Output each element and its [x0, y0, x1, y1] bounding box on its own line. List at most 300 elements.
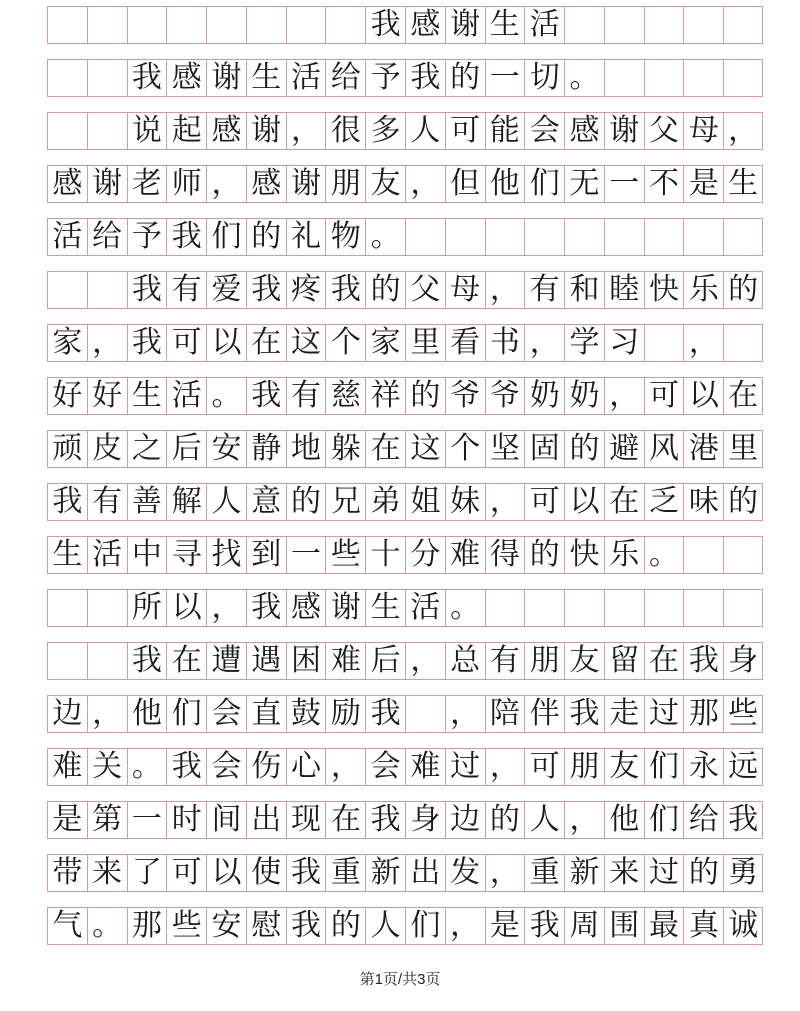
grid-cell: 静: [246, 431, 286, 467]
grid-cell: 固: [524, 431, 564, 467]
grid-cell: 的: [246, 219, 286, 255]
grid-cell: [644, 7, 684, 43]
grid-cell: 疼: [286, 272, 326, 308]
grid-cell: [87, 643, 127, 679]
grid-cell: 弟: [365, 484, 405, 520]
grid-cell: 谢: [87, 166, 127, 202]
grid-cell: [644, 590, 684, 626]
grid-cell: 的: [485, 802, 525, 838]
grid-cell: [47, 272, 87, 308]
grid-cell: 我: [325, 272, 365, 308]
grid-cell: [683, 7, 723, 43]
grid-cell: 我: [365, 696, 405, 732]
grid-cell: 活: [87, 537, 127, 573]
grid-cell: [445, 219, 485, 255]
grid-cell: 看: [445, 325, 485, 361]
grid-cell: 们: [524, 166, 564, 202]
grid-cell: 在: [166, 643, 206, 679]
grid-cell: 能: [485, 113, 525, 149]
grid-cell: 有: [87, 484, 127, 520]
grid-cell: [564, 7, 604, 43]
grid-cell: 祥: [365, 378, 405, 414]
grid-cell: [246, 7, 286, 43]
grid-cell: 他: [127, 696, 167, 732]
grid-row: [47, 854, 763, 892]
grid-cell: 生: [485, 7, 525, 43]
grid-cell: 避: [604, 431, 644, 467]
grid-cell: 的: [524, 537, 564, 573]
grid-cell: [644, 60, 684, 96]
grid-cell: 最: [644, 908, 684, 944]
grid-cell: 兄: [325, 484, 365, 520]
grid-cell: 给: [683, 802, 723, 838]
grid-row: [47, 642, 763, 680]
grid-cell: 身: [405, 802, 445, 838]
grid-cell: [325, 7, 365, 43]
grid-cell: [87, 7, 127, 43]
grid-cell: 。: [445, 590, 485, 626]
grid-cell: 在: [365, 431, 405, 467]
grid-cell: [604, 590, 644, 626]
grid-cell: 时: [166, 802, 206, 838]
grid-cell: 遇: [246, 643, 286, 679]
grid-row: [47, 801, 763, 839]
grid-cell: 活: [166, 378, 206, 414]
grid-cell: 活: [524, 7, 564, 43]
grid-cell: 过: [644, 696, 684, 732]
grid-cell: [47, 60, 87, 96]
grid-cell: 第: [87, 802, 127, 838]
grid-cell: 有: [286, 378, 326, 414]
grid-row: [47, 377, 763, 415]
grid-row: [47, 483, 763, 521]
grid-cell: 我: [47, 484, 87, 520]
grid-cell: 人: [206, 484, 246, 520]
grid-cell: 心: [286, 749, 326, 785]
grid-cell: ，: [445, 696, 485, 732]
grid-cell: 给: [325, 60, 365, 96]
grid-cell: 气: [47, 908, 87, 944]
grid-cell: 姐: [405, 484, 445, 520]
grid-cell: [683, 219, 723, 255]
grid-cell: ，: [683, 325, 723, 361]
grid-cell: 们: [405, 908, 445, 944]
grid-cell: 我: [286, 855, 326, 891]
grid-cell: 感: [286, 590, 326, 626]
grid-cell: 在: [644, 643, 684, 679]
grid-cell: 伤: [246, 749, 286, 785]
grid-cell: [47, 643, 87, 679]
grid-cell: 分: [405, 537, 445, 573]
grid-cell: 。: [87, 908, 127, 944]
grid-cell: [524, 219, 564, 255]
grid-cell: 妹: [445, 484, 485, 520]
grid-cell: 带: [47, 855, 87, 891]
grid-cell: 乏: [644, 484, 684, 520]
grid-cell: 但: [445, 166, 485, 202]
grid-cell: 习: [604, 325, 644, 361]
grid-cell: 。: [365, 219, 405, 255]
grid-cell: 予: [365, 60, 405, 96]
grid-cell: 这: [286, 325, 326, 361]
grid-cell: ，: [723, 113, 763, 149]
grid-cell: 发: [445, 855, 485, 891]
grid-cell: [166, 7, 206, 43]
grid-cell: 坚: [485, 431, 525, 467]
grid-cell: [405, 696, 445, 732]
grid-cell: 我: [127, 60, 167, 96]
grid-cell: 无: [564, 166, 604, 202]
grid-cell: 个: [445, 431, 485, 467]
grid-cell: 直: [246, 696, 286, 732]
grid-cell: 皮: [87, 431, 127, 467]
grid-cell: 母: [445, 272, 485, 308]
grid-cell: 我: [365, 802, 405, 838]
grid-cell: 和: [564, 272, 604, 308]
grid-cell: 他: [485, 166, 525, 202]
grid-cell: 的: [286, 484, 326, 520]
grid-cell: 人: [524, 802, 564, 838]
grid-cell: [87, 272, 127, 308]
grid-cell: ，: [485, 484, 525, 520]
grid-cell: ，: [564, 802, 604, 838]
grid-cell: 生: [127, 378, 167, 414]
grid-cell: 关: [87, 749, 127, 785]
grid-cell: ，: [87, 325, 127, 361]
grid-cell: 安: [206, 431, 246, 467]
grid-cell: 以: [166, 590, 206, 626]
grid-cell: [683, 537, 723, 573]
grid-cell: 可: [524, 484, 564, 520]
grid-cell: ，: [485, 855, 525, 891]
grid-cell: 些: [723, 696, 763, 732]
grid-cell: [564, 219, 604, 255]
grid-cell: 我: [246, 590, 286, 626]
grid-cell: 爷: [485, 378, 525, 414]
grid-cell: ，: [87, 696, 127, 732]
grid-cell: 多: [365, 113, 405, 149]
grid-cell: 生: [365, 590, 405, 626]
grid-cell: [405, 219, 445, 255]
grid-cell: 友: [604, 749, 644, 785]
grid-row: [47, 324, 763, 362]
grid-cell: 老: [127, 166, 167, 202]
grid-cell: [723, 60, 763, 96]
grid-cell: 远: [723, 749, 763, 785]
grid-cell: 们: [644, 749, 684, 785]
grid-cell: 睦: [604, 272, 644, 308]
grid-cell: 些: [166, 908, 206, 944]
grid-cell: [604, 219, 644, 255]
grid-cell: 谢: [206, 60, 246, 96]
grid-cell: [644, 219, 684, 255]
grid-cell: 。: [127, 749, 167, 785]
grid-cell: 父: [405, 272, 445, 308]
grid-cell: 他: [604, 802, 644, 838]
grid-cell: 到: [246, 537, 286, 573]
grid-cell: 奶: [564, 378, 604, 414]
grid-cell: 勇: [723, 855, 763, 891]
grid-cell: 礼: [286, 219, 326, 255]
grid-cell: 重: [325, 855, 365, 891]
grid-cell: 感: [47, 166, 87, 202]
grid-cell: 谢: [604, 113, 644, 149]
grid-cell: 友: [564, 643, 604, 679]
grid-cell: 在: [325, 802, 365, 838]
grid-cell: 在: [246, 325, 286, 361]
grid-cell: ，: [206, 590, 246, 626]
grid-cell: 乐: [604, 537, 644, 573]
grid-cell: 这: [405, 431, 445, 467]
grid-cell: 以: [206, 325, 246, 361]
grid-cell: 的: [365, 272, 405, 308]
grid-cell: 们: [206, 219, 246, 255]
grid-cell: ，: [604, 378, 644, 414]
grid-row: [47, 589, 763, 627]
grid-cell: 以: [206, 855, 246, 891]
grid-row: [47, 430, 763, 468]
grid-cell: 可: [445, 113, 485, 149]
grid-cell: 来: [87, 855, 127, 891]
grid-cell: 慰: [246, 908, 286, 944]
grid-cell: 谢: [325, 590, 365, 626]
grid-cell: 感: [206, 113, 246, 149]
grid-cell: 安: [206, 908, 246, 944]
grid-cell: 师: [166, 166, 206, 202]
grid-cell: 鼓: [286, 696, 326, 732]
grid-cell: 总: [445, 643, 485, 679]
grid-cell: 家: [365, 325, 405, 361]
grid-cell: 谢: [445, 7, 485, 43]
grid-cell: 母: [683, 113, 723, 149]
grid-cell: 过: [644, 855, 684, 891]
grid-cell: 以: [564, 484, 604, 520]
grid-cell: 快: [644, 272, 684, 308]
grid-cell: 味: [683, 484, 723, 520]
grid-cell: 一: [127, 802, 167, 838]
grid-cell: 的: [445, 60, 485, 96]
grid-cell: ，: [485, 749, 525, 785]
grid-cell: [683, 590, 723, 626]
grid-cell: 学: [564, 325, 604, 361]
grid-cell: 现: [286, 802, 326, 838]
grid-cell: 起: [166, 113, 206, 149]
grid-cell: 给: [87, 219, 127, 255]
grid-cell: 边: [445, 802, 485, 838]
grid-cell: 一: [485, 60, 525, 96]
grid-cell: 难: [405, 749, 445, 785]
grid-cell: 慈: [325, 378, 365, 414]
grid-cell: 些: [325, 537, 365, 573]
grid-cell: [286, 7, 326, 43]
grid-cell: 围: [604, 908, 644, 944]
grid-cell: 我: [127, 272, 167, 308]
grid-cell: 伴: [524, 696, 564, 732]
grid-row: [47, 218, 763, 256]
grid-cell: ，: [206, 166, 246, 202]
grid-cell: 诚: [723, 908, 763, 944]
grid-cell: 港: [683, 431, 723, 467]
grid-cell: 我: [286, 908, 326, 944]
grid-cell: 。: [564, 60, 604, 96]
grid-cell: 。: [644, 537, 684, 573]
grid-cell: 一: [286, 537, 326, 573]
grid-cell: 真: [683, 908, 723, 944]
grid-cell: [604, 60, 644, 96]
grid-cell: [485, 590, 525, 626]
grid-cell: 间: [206, 802, 246, 838]
grid-row: [47, 271, 763, 309]
grid-cell: 过: [445, 749, 485, 785]
grid-cell: 难: [47, 749, 87, 785]
grid-cell: 生: [723, 166, 763, 202]
grid-cell: 难: [445, 537, 485, 573]
grid-cell: 我: [127, 643, 167, 679]
grid-row: [47, 748, 763, 786]
grid-cell: [87, 590, 127, 626]
grid-cell: 人: [405, 113, 445, 149]
grid-cell: 在: [723, 378, 763, 414]
grid-cell: 重: [524, 855, 564, 891]
grid-cell: 的: [564, 431, 604, 467]
grid-cell: [47, 590, 87, 626]
grid-cell: 善: [127, 484, 167, 520]
grid-cell: 难: [325, 643, 365, 679]
grid-cell: 解: [166, 484, 206, 520]
grid-cell: [723, 7, 763, 43]
grid-cell: 周: [564, 908, 604, 944]
grid-cell: 寻: [166, 537, 206, 573]
grid-cell: [723, 219, 763, 255]
grid-cell: [604, 7, 644, 43]
grid-cell: 顽: [47, 431, 87, 467]
grid-cell: 出: [405, 855, 445, 891]
grid-cell: 是: [485, 908, 525, 944]
page-footer: 第1页/共3页: [359, 971, 441, 988]
grid-cell: 那: [127, 908, 167, 944]
grid-cell: 来: [604, 855, 644, 891]
grid-cell: 所: [127, 590, 167, 626]
grid-cell: 一: [604, 166, 644, 202]
grid-cell: 我: [564, 696, 604, 732]
grid-cell: [564, 590, 604, 626]
grid-cell: 活: [405, 590, 445, 626]
grid-row: [47, 907, 763, 945]
grid-cell: 感: [246, 166, 286, 202]
grid-cell: 可: [166, 325, 206, 361]
grid-cell: 我: [365, 7, 405, 43]
grid-cell: 会: [365, 749, 405, 785]
grid-cell: 意: [246, 484, 286, 520]
grid-row: [47, 165, 763, 203]
grid-cell: 谢: [286, 166, 326, 202]
grid-cell: [644, 325, 684, 361]
grid-cell: ，: [286, 113, 326, 149]
grid-cell: [485, 219, 525, 255]
grid-cell: 朋: [564, 749, 604, 785]
grid-cell: 在: [604, 484, 644, 520]
grid-cell: 朋: [524, 643, 564, 679]
grid-cell: 十: [365, 537, 405, 573]
grid-cell: 了: [127, 855, 167, 891]
grid-cell: [127, 7, 167, 43]
grid-cell: 爷: [445, 378, 485, 414]
grid-row: [47, 112, 763, 150]
grid-cell: 是: [47, 802, 87, 838]
grid-cell: 个: [325, 325, 365, 361]
grid-cell: 出: [246, 802, 286, 838]
grid-cell: 谢: [246, 113, 286, 149]
grid-cell: 边: [47, 696, 87, 732]
grid-cell: 使: [246, 855, 286, 891]
grid-cell: 可: [524, 749, 564, 785]
grid-cell: 爱: [206, 272, 246, 308]
grid-cell: 里: [405, 325, 445, 361]
grid-cell: 那: [683, 696, 723, 732]
grid-cell: 很: [325, 113, 365, 149]
grid-cell: 生: [47, 537, 87, 573]
grid-cell: 会: [524, 113, 564, 149]
grid-cell: 永: [683, 749, 723, 785]
grid-cell: [683, 60, 723, 96]
grid-row: [47, 695, 763, 733]
grid-cell: 们: [166, 696, 206, 732]
grid-cell: ，: [325, 749, 365, 785]
grid-cell: 我: [405, 60, 445, 96]
grid-cell: 切: [524, 60, 564, 96]
grid-cell: 新: [564, 855, 604, 891]
grid-cell: 奶: [524, 378, 564, 414]
grid-cell: ，: [405, 166, 445, 202]
grid-cell: ，: [405, 643, 445, 679]
grid-cell: 好: [87, 378, 127, 414]
grid-cell: 的: [325, 908, 365, 944]
grid-cell: 会: [206, 696, 246, 732]
grid-row: [47, 536, 763, 574]
grid-cell: 励: [325, 696, 365, 732]
grid-cell: 走: [604, 696, 644, 732]
grid-cell: 我: [683, 643, 723, 679]
grid-row: [47, 59, 763, 97]
grid-cell: 乐: [683, 272, 723, 308]
grid-cell: 可: [644, 378, 684, 414]
grid-cell: 书: [485, 325, 525, 361]
grid-cell: 好: [47, 378, 87, 414]
grid-cell: 的: [683, 855, 723, 891]
grid-cell: 留: [604, 643, 644, 679]
title-row: [47, 6, 763, 44]
grid-cell: 不: [644, 166, 684, 202]
grid-cell: [87, 60, 127, 96]
grid-cell: 的: [723, 484, 763, 520]
grid-cell: 我: [166, 219, 206, 255]
grid-cell: 之: [127, 431, 167, 467]
grid-cell: 身: [723, 643, 763, 679]
grid-cell: 活: [47, 219, 87, 255]
grid-cell: 有: [166, 272, 206, 308]
grid-cell: [47, 113, 87, 149]
grid-cell: 予: [127, 219, 167, 255]
grid-cell: 后: [166, 431, 206, 467]
grid-cell: 感: [405, 7, 445, 43]
grid-cell: 感: [564, 113, 604, 149]
grid-cell: [723, 590, 763, 626]
grid-cell: 后: [365, 643, 405, 679]
grid-cell: 会: [206, 749, 246, 785]
grid-cell: [87, 113, 127, 149]
grid-cell: 父: [644, 113, 684, 149]
grid-cell: 风: [644, 431, 684, 467]
